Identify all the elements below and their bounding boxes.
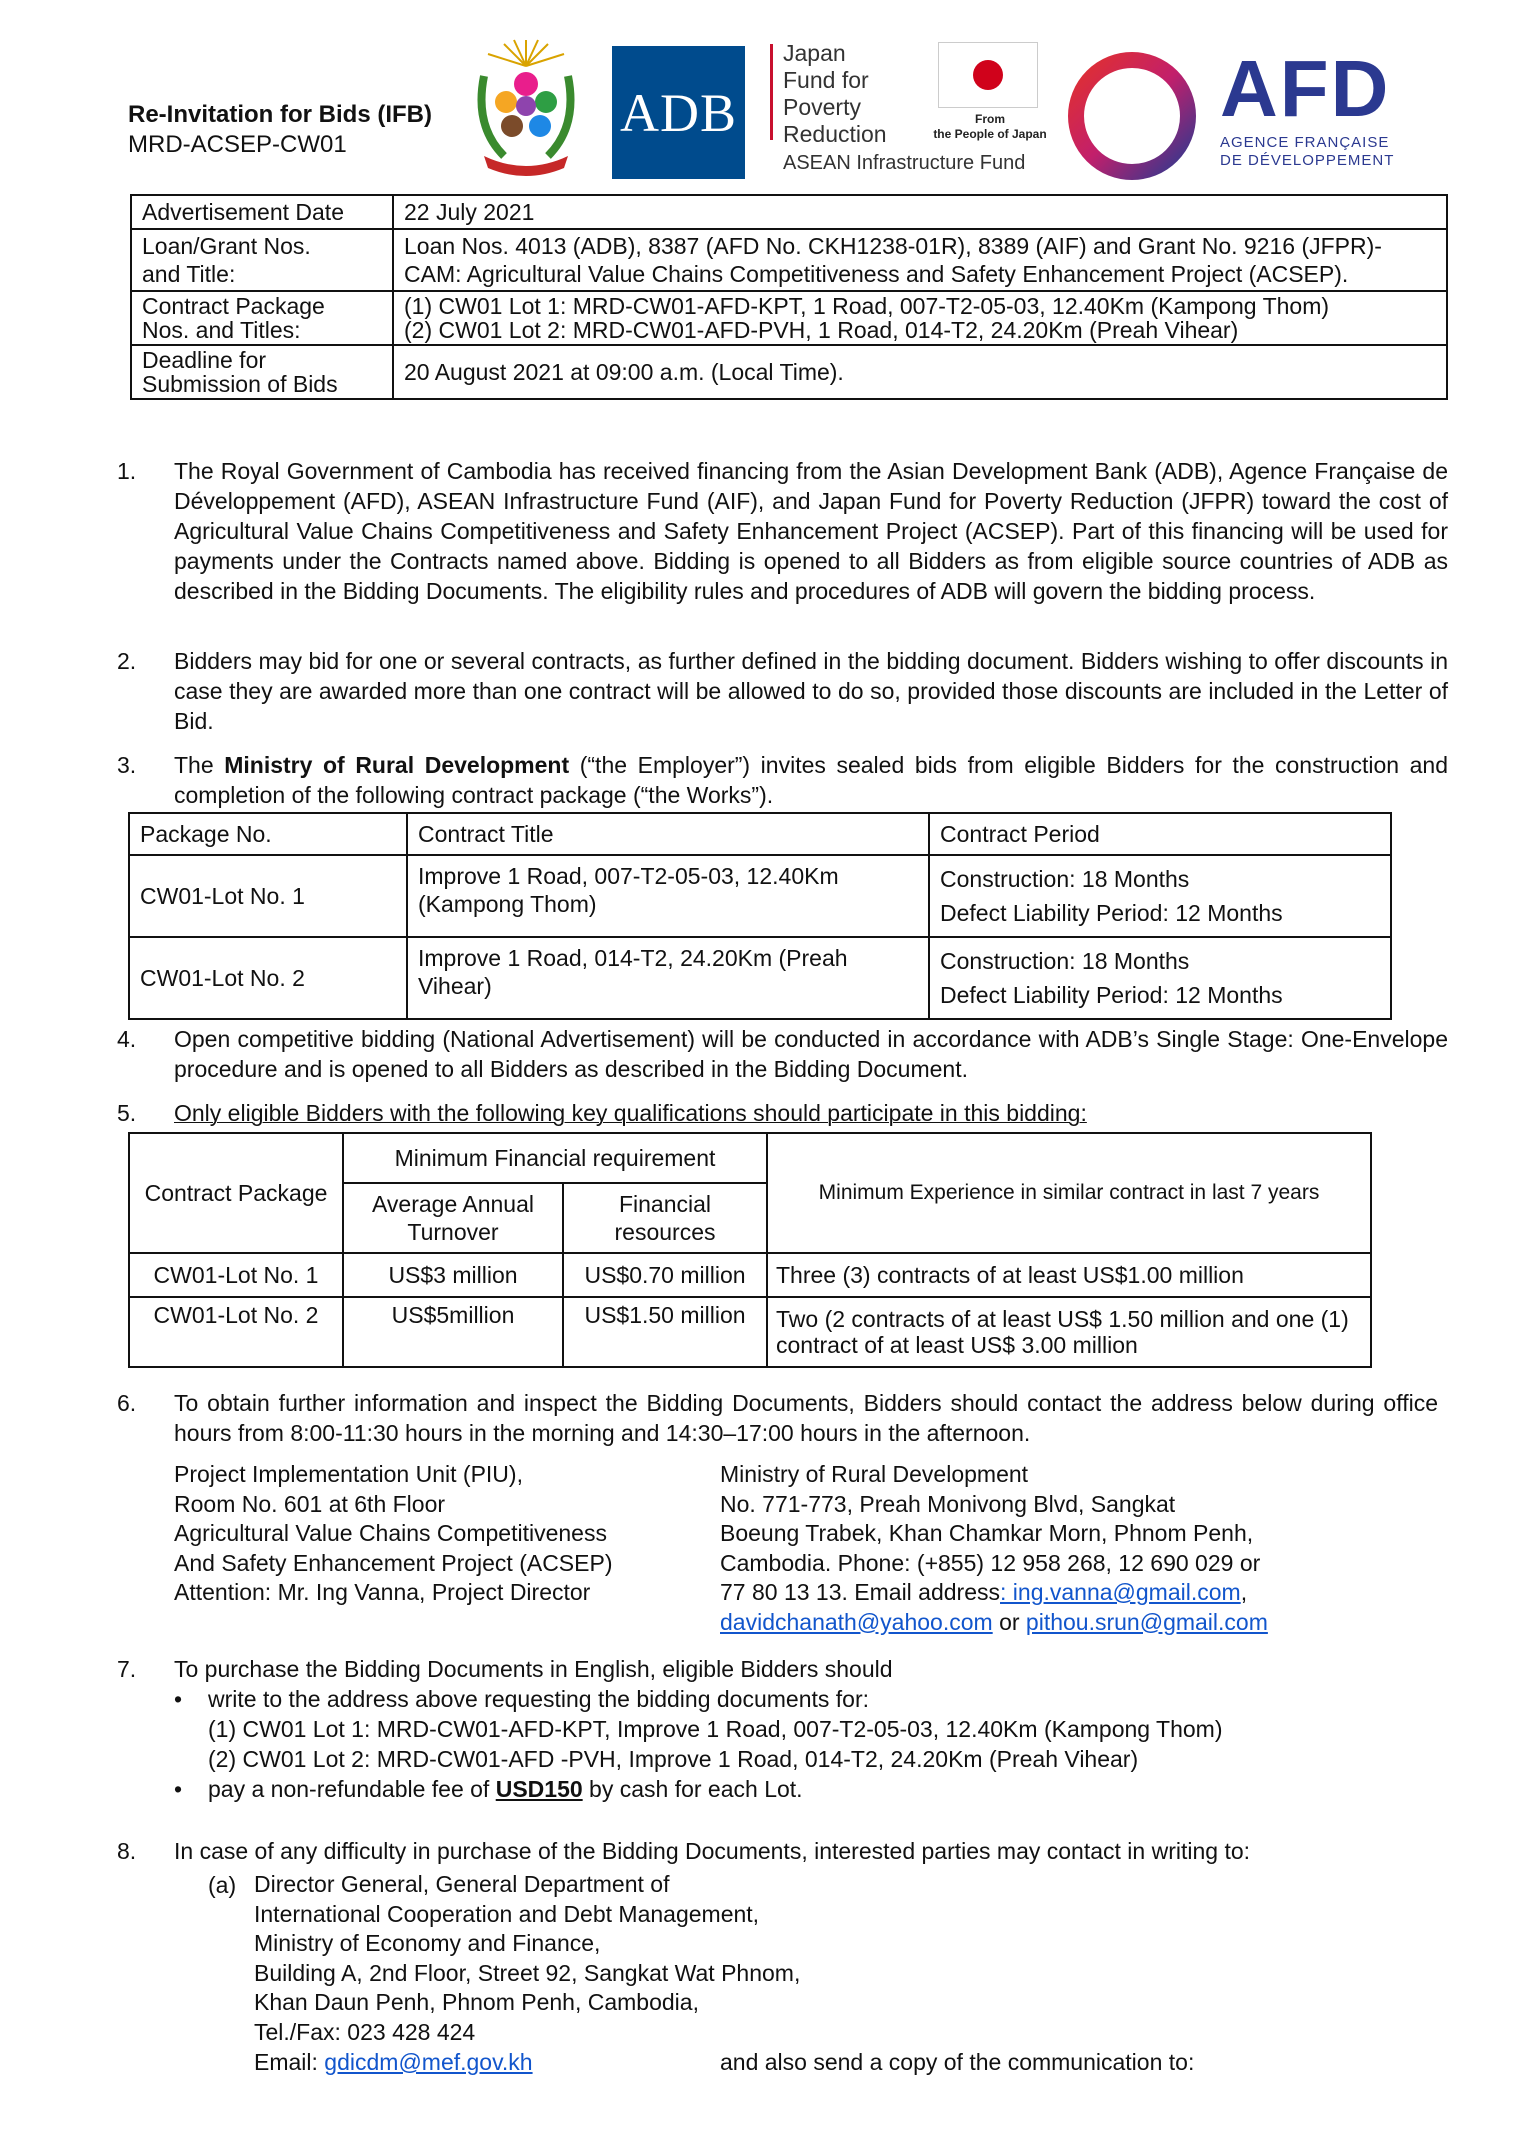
cambodia-ministry-emblem-icon bbox=[454, 36, 598, 184]
experience-cell: Two (2 contracts of at least US$ 1.50 million and one (1) contract of at least US$ 3.00 million bbox=[767, 1297, 1371, 1367]
works-table bbox=[128, 812, 1392, 1020]
period-cell: Construction: 18 Months Defect Liability Period: 12 Months bbox=[929, 937, 1391, 1019]
table-header-row bbox=[129, 1133, 1371, 1183]
paragraph-8: In case of any difficulty in purchase of the Bidding Documents, interested parties may contact in writing to: bbox=[174, 1838, 1251, 1864]
paragraph-number: 1. bbox=[117, 458, 137, 484]
info-value: 20 August 2021 at 09:00 a.m. (Local Time). bbox=[393, 345, 1447, 399]
paragraph-2: Bidders may bid for one or several contracts, as further defined in the bidding document. Bidders wishing to offer discounts in case they are awarded more than one contract will be allowed to do so, provided those discounts are included in the Letter of Bid. bbox=[174, 648, 1448, 734]
table-header-row bbox=[129, 813, 1391, 855]
info-value: (1) CW01 Lot 1: MRD-CW01-AFD-KPT, 1 Road, 007-T2-05-03, 12.40Km (Kampong Thom) (2) CW01 Lot 2: MRD-CW01-AFD-PVH, 1 Road, 014-T2, 24.20Km (Preah Vihear) bbox=[393, 291, 1447, 345]
paragraph-4: Open competitive bidding (National Advertisement) will be conducted in accordance with ADB’s Single Stage: One-Envelope procedure and is opened to all Bidders as described in the Bidding Document. bbox=[174, 1026, 1448, 1082]
resources-cell: US$0.70 million bbox=[563, 1253, 767, 1297]
lot-1-request: (1) CW01 Lot 1: MRD-CW01-AFD-KPT, Improve 1 Road, 007-T2-05-03, 12.40Km (Kampong Thom) bbox=[208, 1716, 1223, 1742]
info-key: Deadline for Submission of Bids bbox=[131, 345, 393, 399]
advertisement-info-table bbox=[130, 194, 1448, 400]
package-cell: CW01-Lot No. 1 bbox=[129, 855, 407, 937]
package-cell: CW01-Lot No. 2 bbox=[129, 937, 407, 1019]
afd-logo: AFD AGENCE FRANÇAISE DE DÉVELOPPEMENT bbox=[1220, 44, 1395, 169]
lot-2-request: (2) CW01 Lot 2: MRD-CW01-AFD -PVH, Improve 1 Road, 014-T2, 24.20Km (Preah Vihear) bbox=[208, 1746, 1139, 1772]
paragraph-7: To purchase the Bidding Documents in English, eligible Bidders should bbox=[174, 1656, 893, 1682]
table-row bbox=[131, 345, 1447, 399]
email-link[interactable]: : ing.vanna@gmail.com bbox=[1000, 1579, 1241, 1605]
info-value: 22 July 2021 bbox=[393, 195, 1447, 229]
qualification-table bbox=[128, 1132, 1372, 1368]
adb-logo: ADB bbox=[612, 46, 745, 179]
table-row bbox=[129, 1253, 1371, 1297]
employer-name: Ministry of Rural Development bbox=[224, 752, 570, 778]
column-header: Package No. bbox=[129, 813, 407, 855]
paragraph-number: 3. bbox=[117, 752, 137, 778]
package-cell: CW01-Lot No. 2 bbox=[129, 1297, 343, 1367]
document-title: Re-Invitation for Bids (IFB) bbox=[128, 101, 432, 128]
email-link[interactable]: pithou.srun@gmail.com bbox=[1025, 1608, 1268, 1635]
title-cell: Improve 1 Road, 007-T2-05-03, 12.40Km (Kampong Thom) bbox=[407, 855, 929, 937]
mef-email-line: Email: gdicdm@mef.gov.kh bbox=[254, 2049, 533, 2075]
table-row bbox=[129, 855, 1391, 937]
table-row bbox=[131, 229, 1447, 291]
mef-contact-address: Director General, General Department of International Cooperation and Debt Management, Ministry of Economy and Finance, Building A, 2nd Floor, Street 92, Sangkat Wat Phnom, Khan Daun Penh, Phnom Penh, Cambodia, Tel./Fax: 023 428 424 bbox=[254, 1871, 801, 2045]
paragraph-3: The Ministry of Rural Development (“the Employer”) invites sealed bids from eligible Bidders for the construction and completion of the following contract package (“the Works”). bbox=[174, 752, 1448, 808]
info-key: Loan/Grant Nos. and Title: bbox=[131, 229, 393, 291]
afd-ring-icon bbox=[1064, 48, 1200, 184]
bullet-icon: • bbox=[174, 1686, 183, 1712]
info-key: Advertisement Date bbox=[131, 195, 393, 229]
document-reference: MRD-ACSEP-CW01 bbox=[128, 131, 347, 158]
jfpr-logo: Japan Fund for Poverty Reduction From the People of Japan ASEAN Infrastructure Fund bbox=[770, 40, 1060, 180]
column-header: Contract Title bbox=[407, 813, 929, 855]
column-header: Financial resources bbox=[563, 1183, 767, 1253]
paragraph-1: The Royal Government of Cambodia has received financing from the Asian Development Bank (ADB), Agence Française de Développement (AFD), ASEAN Infrastructure Fund (AIF), and Japan Fund for Poverty Reduction (JFPR) toward the cost of Agricultural Value Chains Competitiveness and Safety Enhancement Project (ACSEP). Part of this financing will be used for payments under the Contracts named above. Bidding is opened to all Bidders as from eligible source countries of ADB as described in the Bidding Documents. The eligibility rules and procedures of ADB will govern the bidding process. bbox=[174, 458, 1448, 604]
column-header: Average Annual Turnover bbox=[343, 1183, 563, 1253]
fee-amount: USD150 bbox=[495, 1776, 583, 1802]
table-row bbox=[131, 291, 1447, 345]
copy-note: and also send a copy of the communication to: bbox=[720, 2049, 1195, 2075]
turnover-cell: US$3 million bbox=[343, 1253, 563, 1297]
paragraph-number: 2. bbox=[117, 648, 137, 674]
email-link[interactable]: gdicdm@mef.gov.kh bbox=[324, 2049, 533, 2075]
paragraph-number: 7. bbox=[117, 1656, 137, 1682]
paragraph-6: To obtain further information and inspect the Bidding Documents, Bidders should contact the address below during office hours from 8:00-11:30 hours in the morning and 14:30–17:00 hours in the afternoon. bbox=[174, 1390, 1438, 1446]
japan-flag-icon bbox=[938, 42, 1038, 108]
column-header: Contract Package bbox=[129, 1133, 343, 1253]
column-header: Contract Period bbox=[929, 813, 1391, 855]
bullet-icon: • bbox=[174, 1776, 183, 1802]
purchase-bullet-2: pay a non-refundable fee of USD150 by cash for each Lot. bbox=[208, 1776, 803, 1802]
paragraph-number: 8. bbox=[117, 1838, 137, 1864]
ministry-address: Ministry of Rural Development No. 771-773, Preah Monivong Blvd, Sangkat Boeung Trabek, Khan Chamkar Morn, Phnom Penh, Cambodia. Phone: (+855) 12 958 268, 12 690 029 or 77 80 13 13. Email address: ing.vanna@gmail.com, davidchanath@yahoo.com or pithou.srun@gmail.com bbox=[720, 1461, 1268, 1635]
title-cell: Improve 1 Road, 014-T2, 24.20Km (Preah Vihear) bbox=[407, 937, 929, 1019]
paragraph-number: 4. bbox=[117, 1026, 137, 1052]
table-row bbox=[129, 1297, 1371, 1367]
email-link[interactable]: davidchanath@yahoo.com bbox=[720, 1608, 993, 1635]
table-row bbox=[131, 195, 1447, 229]
paragraph-number: 5. bbox=[117, 1100, 137, 1126]
period-cell: Construction: 18 Months Defect Liability Period: 12 Months bbox=[929, 855, 1391, 937]
table-row bbox=[129, 937, 1391, 1019]
piu-address: Project Implementation Unit (PIU), Room No. 601 at 6th Floor Agricultural Value Chains Competitiveness And Safety Enhancement Project (ACSEP) Attention: Mr. Ing Vanna, Project Director bbox=[174, 1461, 613, 1605]
turnover-cell: US$5million bbox=[343, 1297, 563, 1367]
aif-label: ASEAN Infrastructure Fund bbox=[783, 152, 1026, 174]
package-cell: CW01-Lot No. 1 bbox=[129, 1253, 343, 1297]
document-header bbox=[128, 100, 432, 160]
info-value: Loan Nos. 4013 (ADB), 8387 (AFD No. CKH1238-01R), 8389 (AIF) and Grant No. 9216 (JFPR)-CAM: Agricultural Value Chains Competitiveness and Safety Enhancement Project (ACSEP). bbox=[393, 229, 1447, 291]
resources-cell: US$1.50 million bbox=[563, 1297, 767, 1367]
column-header: Minimum Financial requirement bbox=[343, 1133, 767, 1183]
paragraph-5: Only eligible Bidders with the following key qualifications should participate in this bidding: bbox=[174, 1100, 1087, 1126]
experience-cell: Three (3) contracts of at least US$1.00 million bbox=[767, 1253, 1371, 1297]
contact-label: (a) bbox=[208, 1872, 237, 1898]
purchase-bullet-1: write to the address above requesting the bidding documents for: (1) CW01 Lot 1: MRD-CW01-AFD-KPT, Improve 1 Road, 007-T2-05-03, 12.40Km (Kampong Thom) (2) CW01 Lot 2: MRD-CW01-AFD -PVH, Improve 1 Road, 014-T2, 24.20Km (Preah Vihear) bbox=[208, 1684, 1448, 1774]
info-key: Contract Package Nos. and Titles: bbox=[131, 291, 393, 345]
column-header: Minimum Experience in similar contract in last 7 years bbox=[767, 1133, 1371, 1253]
paragraph-number: 6. bbox=[117, 1390, 137, 1416]
